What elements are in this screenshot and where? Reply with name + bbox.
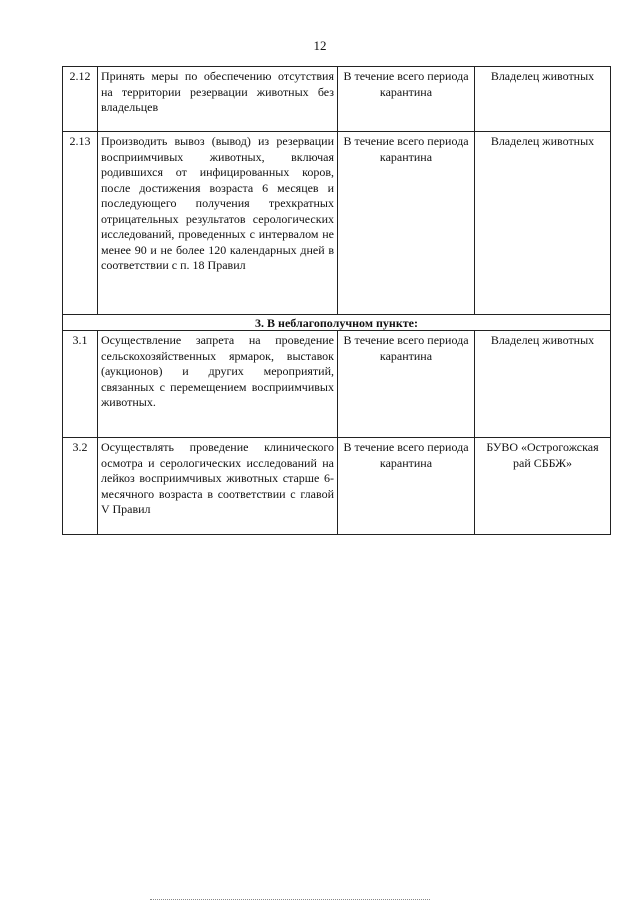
row-term: В течение всего периода карантина <box>338 438 475 535</box>
row-action: Осуществление запрета на проведение сельскохозяйственных ярмарок, выставок (аукционов) и других мероприятий, связанных с перемещением восприимчивых животных. <box>98 331 338 438</box>
row-term: В течение всего периода карантина <box>338 132 475 315</box>
row-term: В течение всего периода карантина <box>338 331 475 438</box>
row-responsible: Владелец животных <box>475 132 611 315</box>
row-responsible: БУВО «Острогожская рай СББЖ» <box>475 438 611 535</box>
table-row <box>63 132 611 315</box>
section-header-row <box>63 315 611 331</box>
table-row <box>63 67 611 132</box>
table-row <box>63 438 611 535</box>
section-title: 3. В неблагополучном пункте: <box>63 315 611 331</box>
row-responsible: Владелец животных <box>475 331 611 438</box>
table-row <box>63 331 611 438</box>
row-number: 2.13 <box>63 132 98 315</box>
row-term: В течение всего периода карантина <box>338 67 475 132</box>
row-action: Осуществлять проведение клинического осмотра и серологических исследований на лейкоз восприимчивых животных старше 6-месячного возраста в соответствии с главой V Правил <box>98 438 338 535</box>
row-number: 3.1 <box>63 331 98 438</box>
row-action: Производить вывоз (вывод) из резервации восприимчивых животных, включая родившихся от инфицированных коров, после достижения возраста 6 месяцев и последующего получения трехкратных отрицательных результатов серологических исследований, проведенных с интервалом не менее 90 и не более 120 календарных дней в соответствии с п. 18 Правил <box>98 132 338 315</box>
page-number: 12 <box>313 38 327 53</box>
measures-table <box>62 66 611 535</box>
row-action: Принять меры по обеспечению отсутствия на территории резервации животных без владельцев <box>98 67 338 132</box>
scan-artifact-line <box>150 899 430 901</box>
row-number: 2.12 <box>63 67 98 132</box>
row-responsible: Владелец животных <box>475 67 611 132</box>
row-number: 3.2 <box>63 438 98 535</box>
